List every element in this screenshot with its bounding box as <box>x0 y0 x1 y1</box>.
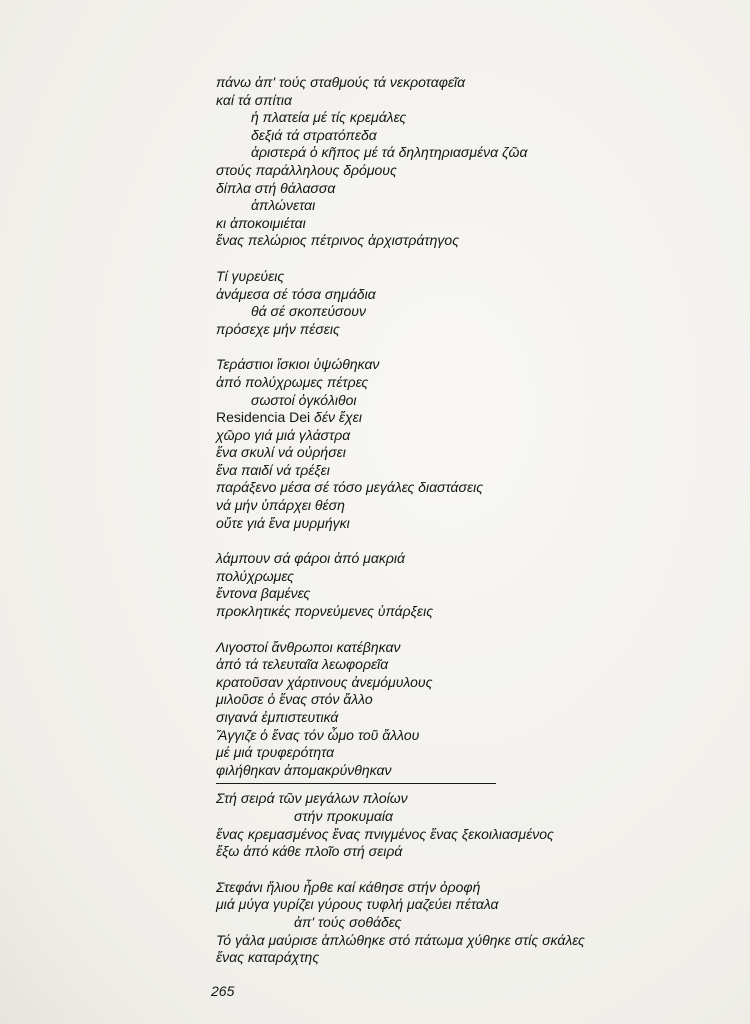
stanza-5 <box>216 639 716 780</box>
poem-line: νά μήν ὑπάρχει θέση <box>216 497 345 514</box>
poem-line: ἕνα σκυλί νά οὐρήσει <box>216 444 346 461</box>
stanza-1 <box>216 74 716 250</box>
poem-line: ἕνας κρεμασμένος ἕνας πνιγμένος ἕνας ξεκοιλιασμένος <box>216 825 554 842</box>
stanza-4 <box>216 550 716 620</box>
poem-line: κι ἀποκοιμιέται <box>216 214 306 231</box>
section-divider <box>216 783 496 784</box>
poem-line: μιλοῦσε ὁ ἕνας στόν ἄλλο <box>216 691 373 708</box>
poem-line: ἕνα παιδί νά τρέξει <box>216 461 330 478</box>
poem-line: ἀπό πολύχρωμες πέτρες <box>216 373 369 390</box>
poem-line: Τί γυρεύεις <box>216 267 285 284</box>
poem-line-mixed <box>216 409 716 427</box>
poem-line: πάνω ἀπ' τούς σταθμούς τά νεκροταφεῖα <box>216 74 466 90</box>
poem-line: θά σέ σκοπεύσουν <box>251 303 366 320</box>
poem-line: στούς παράλληλους δρόμους <box>216 161 397 178</box>
poem-line: ἀπό τά τελευταῖα λεωφορεῖα <box>216 656 389 673</box>
poem-line: πολύχρωμες <box>216 567 294 584</box>
poem-line: ἔντονα βαμένες <box>216 585 311 602</box>
poem-line: χῶρο γιά μιά γλάστρα <box>216 426 351 443</box>
poem-line: Ἄγγιζε ὁ ἕνας τόν ὦμο τοῦ ἄλλου <box>216 726 420 743</box>
poem-line: σωστοί ὀγκόλιθοι <box>251 391 357 408</box>
poem-text <box>216 74 716 985</box>
stanza-7 <box>216 879 716 967</box>
poem-line: ἁπλώνεται <box>251 197 316 214</box>
poem-line: Στεφάνι ἥλιου ἦρθε καί κάθησε στήν ὀροφή <box>216 878 481 895</box>
stanza-3 <box>216 356 716 532</box>
poem-line: ἔξω ἀπό κάθε πλοῖο στή σειρά <box>216 843 403 860</box>
poem-line: ἀπ' τούς σοθάδες <box>294 913 402 930</box>
stanza-6 <box>216 790 716 860</box>
poem-line: παράξενο μέσα σέ τόσο μεγάλες διαστάσεις <box>216 479 484 496</box>
poem-line: κρατοῦσαν χάρτινους ἀνεμόμυλους <box>216 673 433 690</box>
poem-line: στήν προκυμαία <box>294 807 393 824</box>
poem-line: οὔτε γιά ἕνα μυρμήγκι <box>216 514 350 531</box>
stanza-2 <box>216 268 716 338</box>
poem-line: ἡ πλατεία μέ τίς κρεμάλες <box>251 109 407 126</box>
poem-line: καί τά σπίτια <box>216 91 292 108</box>
poem-line: σιγανά ἐμπιστευτικά <box>216 709 339 725</box>
poem-line: μιά μύγα γυρίζει γύρους τυφλή μαζεύει πέταλα <box>216 896 499 913</box>
poem-line: ἕνας πελώριος πέτρινος ἀρχιστράτηγος <box>216 232 459 249</box>
poem-line: μέ μιά τρυφερότητα <box>216 744 335 761</box>
poem-line: λάμπουν σά φάροι ἀπό μακριά <box>216 550 405 567</box>
poem-line: Στή σειρά τῶν μεγάλων πλοίων <box>216 790 408 807</box>
poem-line: Τό γάλα μαύρισε ἁπλώθηκε στό πάτωμα χύθηκε στίς σκάλες <box>216 931 585 948</box>
poem-line: ἀνάμεσα σέ τόσα σημάδια <box>216 285 376 302</box>
poem-line: πρόσεχε μήν πέσεις <box>216 320 340 337</box>
poem-line: Λιγοστοί ἄνθρωποι κατέβηκαν <box>216 638 401 655</box>
page-number: 265 <box>211 983 235 999</box>
poem-line: φιλήθηκαν ἀπομακρύνθηκαν <box>216 761 392 778</box>
latin-phrase: Residencia Dei <box>216 409 311 426</box>
poem-line: δεξιά τά στρατόπεδα <box>251 126 377 143</box>
poem-line: Τεράστιοι ἴσκιοι ὑψώθηκαν <box>216 356 380 373</box>
poem-line: προκλητικές πορνεύμενες ὑπάρξεις <box>216 603 434 620</box>
poem-line: ἕνας καταράχτης <box>216 949 320 966</box>
poem-line: ἀριστερά ὁ κῆπος μέ τά δηλητηριασμένα ζῶα <box>251 144 528 161</box>
poem-line-tail: δέν ἔχει <box>310 409 362 426</box>
poem-line: δίπλα στή θάλασσα <box>216 179 336 196</box>
